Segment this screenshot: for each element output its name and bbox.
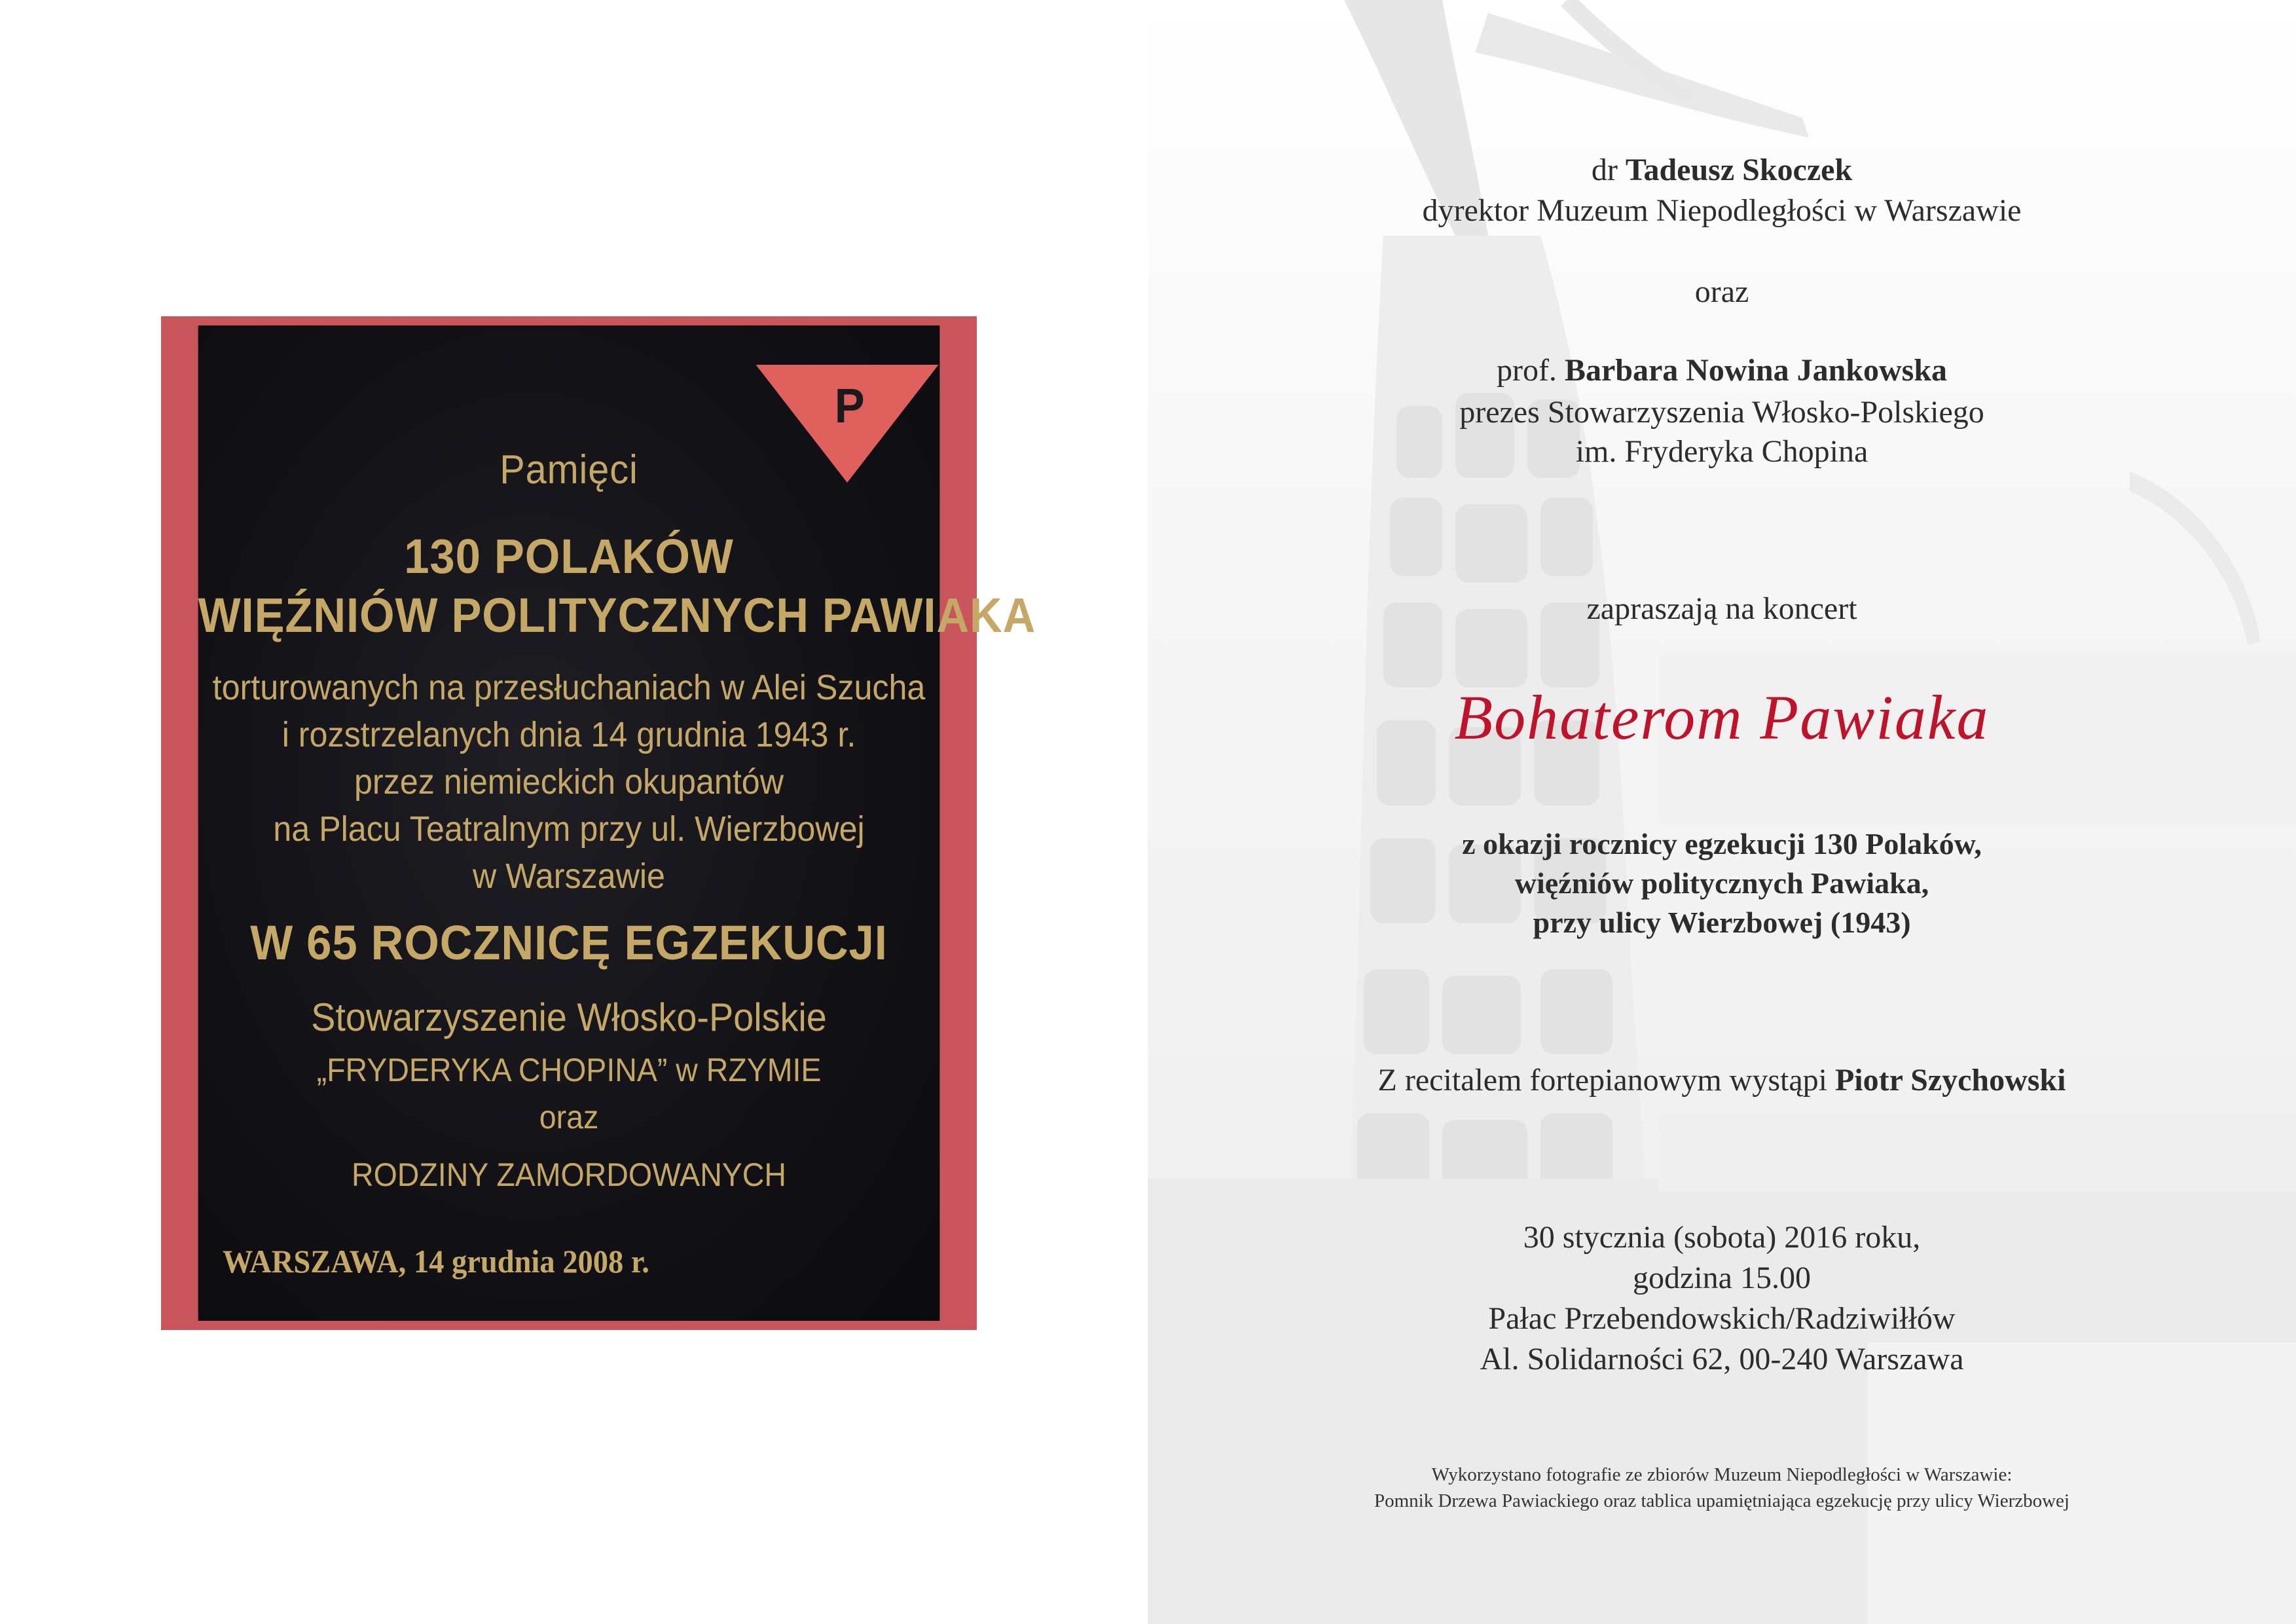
- host2-name: Barbara Nowina Jankowska: [1564, 353, 1948, 388]
- plaque-line: „FRYDERYKA CHOPINA” w RZYMIE: [316, 1052, 822, 1088]
- plaque-photo: [161, 316, 1036, 1330]
- plaque-line: oraz: [539, 1099, 599, 1135]
- plaque-line: torturowanych na przesłuchaniach w Alei Szucha: [212, 668, 926, 707]
- plaque-line: RODZINY ZAMORDOWANYCH: [352, 1156, 786, 1193]
- host1-line: [1148, 152, 2296, 188]
- invitation-page: [1148, 0, 2296, 1624]
- host1-prefix: dr: [1591, 153, 1618, 187]
- footnote-line: Wykorzystano fotografie ze zbiorów Muzeum Niepodległości w Warszawie:: [1431, 1464, 2013, 1485]
- footnote-line: Pomnik Drzewa Pawiackiego oraz tablica upamiętniająca egzekucję przy ulicy Wierzbowej: [1374, 1490, 2069, 1511]
- plaque-line: w Warszawie: [473, 857, 665, 896]
- plaque-line: WIĘŹNIÓW POLITYCZNYCH PAWIAKA: [198, 588, 1036, 642]
- host2-line: [1148, 352, 2296, 388]
- plaque-line: Pamięci: [500, 447, 638, 492]
- plaque-line: Stowarzyszenie Włosko-Polskie: [311, 995, 827, 1039]
- host2-role-2: im. Fryderyka Chopina: [1575, 434, 1868, 469]
- host1-role: dyrektor Muzeum Niepodległości w Warszawie: [1422, 193, 2022, 228]
- host2-role-1: prezes Stowarzyszenia Włosko-Polskiego: [1459, 395, 1984, 430]
- host2-prefix: prof.: [1496, 353, 1557, 388]
- event-line: godzina 15.00: [1633, 1261, 1811, 1295]
- plaque-line: na Placu Teatralnym przy ul. Wierzbowej: [273, 809, 865, 849]
- occasion-line: przy ulicy Wierzbowej (1943): [1533, 906, 1911, 939]
- conjunction: oraz: [1694, 274, 1749, 309]
- occasion-line: więźniów politycznych Pawiaka,: [1514, 866, 1929, 900]
- event-line: 30 stycznia (sobota) 2016 roku,: [1523, 1220, 1921, 1255]
- memorial-plaque: [198, 325, 1036, 1321]
- host1-name: Tadeusz Skoczek: [1625, 153, 1853, 187]
- recital-prefix: Z recitalem fortepianowym wystąpi: [1377, 1063, 1827, 1098]
- triangle-letter: P: [834, 378, 865, 433]
- pianist-name: Piotr Szychowski: [1834, 1063, 2066, 1098]
- plaque-date: WARSZAWA, 14 grudnia 2008 r.: [222, 1243, 649, 1280]
- event-line: Al. Solidarności 62, 00-240 Warszawa: [1480, 1342, 1964, 1376]
- invite-text: zapraszają na koncert: [1586, 591, 1857, 626]
- plaque-line: W 65 ROCZNICĘ EGZEKUCJI: [250, 915, 888, 970]
- recital-line: [1148, 1062, 2296, 1098]
- occasion-line: z okazji rocznicy egzekucji 130 Polaków,: [1462, 827, 1982, 860]
- event-line: Pałac Przebendowskich/Radziwiłłów: [1488, 1301, 1956, 1336]
- invitation-text: [1148, 0, 2296, 1624]
- plaque-line: i rozstrzelanych dnia 14 grudnia 1943 r.: [282, 715, 856, 754]
- plaque-line: 130 POLAKÓW: [404, 529, 734, 583]
- plaque-line: przez niemieckich okupantów: [354, 762, 784, 802]
- concert-title: Bohaterom Pawiaka: [1454, 682, 1990, 752]
